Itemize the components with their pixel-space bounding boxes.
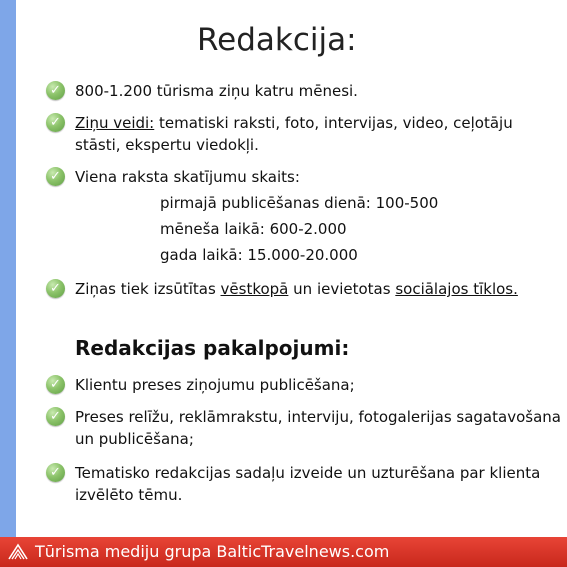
item-text: 800-1.200 tūrisma ziņu katru mēnesi. xyxy=(75,82,358,100)
item-text: Viena raksta skatījumu skaits: xyxy=(75,168,300,186)
item-text: Tematisko redakcijas sadaļu izveide un uzturēšana par klienta xyxy=(75,464,541,482)
item-text: tematiski raksti, foto, intervijas, video, ceļotāju xyxy=(154,114,513,132)
stat-label: mēneša laikā: xyxy=(160,220,270,238)
checkmark-icon: ✓ xyxy=(46,167,65,186)
checkmark-icon: ✓ xyxy=(46,279,65,298)
list-item xyxy=(46,462,540,506)
list-item xyxy=(46,278,518,300)
item-text-line2: izvēlēto tēmu. xyxy=(75,486,183,504)
item-lead: Ziņu veidi: xyxy=(75,114,155,132)
page-title: Redakcija: xyxy=(197,22,357,58)
stat-row xyxy=(160,244,358,266)
footer-bar xyxy=(0,537,567,567)
list-item xyxy=(46,166,300,188)
item-text: Preses relīžu, reklāmrakstu, interviju, fotogalerijas sagatavošana xyxy=(75,408,561,426)
list-item xyxy=(46,406,561,450)
item-text-line2: stāsti, ekspertu viedokļi. xyxy=(75,136,259,154)
mailing-list-link[interactable]: vēstkopā xyxy=(220,280,289,298)
checkmark-icon: ✓ xyxy=(46,463,65,482)
footer-text: Tūrisma mediju grupa BalticTravelnews.com xyxy=(35,542,390,561)
item-text-line2: un publicēšana; xyxy=(75,430,194,448)
stat-value: 100-500 xyxy=(375,194,439,212)
stat-label: pirmajā publicēšanas dienā: xyxy=(160,194,376,212)
checkmark-icon: ✓ xyxy=(46,407,65,426)
stat-value: 600-2.000 xyxy=(269,220,347,238)
social-networks-link[interactable]: sociālajos tīklos. xyxy=(395,280,518,298)
checkmark-icon: ✓ xyxy=(46,81,65,100)
item-text: Klientu preses ziņojumu publicēšana; xyxy=(75,376,355,394)
item-text: Ziņas tiek izsūtītas xyxy=(75,280,221,298)
stat-label: gada laikā: xyxy=(160,246,248,264)
checkmark-icon: ✓ xyxy=(46,113,65,132)
list-item xyxy=(46,112,513,156)
left-accent-bar xyxy=(0,0,16,537)
list-item xyxy=(46,80,358,102)
stat-row xyxy=(160,192,438,214)
list-item xyxy=(46,374,355,396)
item-text: un ievietotas xyxy=(288,280,396,298)
stat-row xyxy=(160,218,347,240)
checkmark-icon: ✓ xyxy=(46,375,65,394)
logo-icon xyxy=(8,543,28,561)
stat-value: 15.000-20.000 xyxy=(247,246,358,264)
services-heading: Redakcijas pakalpojumi: xyxy=(75,336,350,360)
